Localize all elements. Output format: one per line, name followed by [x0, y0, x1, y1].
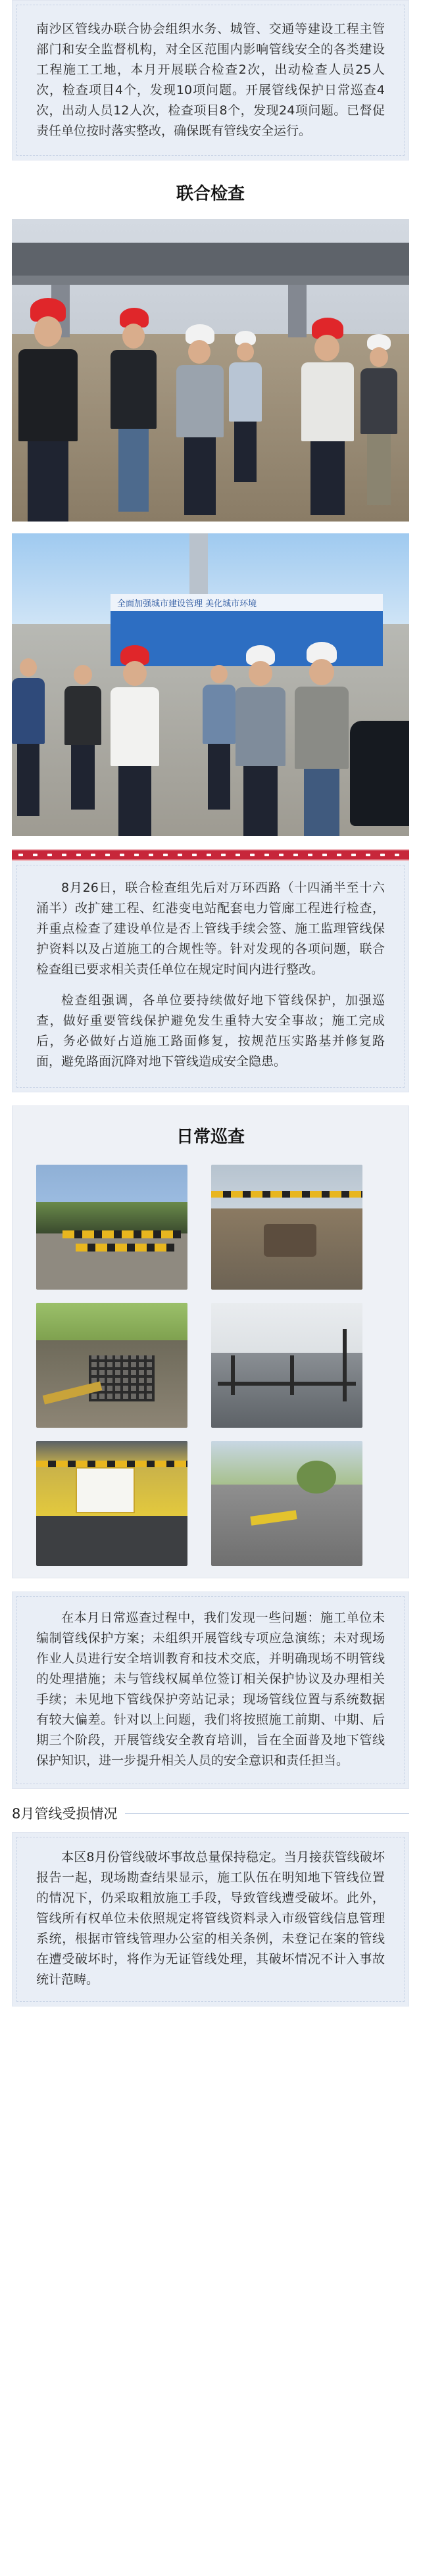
joint-inspection-photo-2 [12, 533, 409, 836]
ruler-dash [91, 854, 95, 856]
daily-patrol-paragraph: 在本月日常巡查过程中，我们发现一些问题：施工单位未编制管线保护方案；未组织开展管线专项应急演练；未对现场作业人员进行安全培训教育和技术交底，并明确现场不明管线的处理措施；未与管线权属单位签订相关保护协议及办理相关手续；未见地下管线保护旁站记录；现场管线位置与系统数据有较大偏差。针对以上问题，我们将按照施工前期、中期、后期三个阶段，开展管线安全教育培训，旨在全面普及地下管线保护知识，进一步提升相关人员的安全意识和责任担当。 [36, 1611, 385, 1768]
patrol-photo-1 [36, 1165, 187, 1290]
patrol-photo-4 [211, 1303, 362, 1428]
ruler-dash [76, 854, 81, 856]
ruler-dash [62, 854, 66, 856]
ruler-dash [207, 854, 211, 856]
ruler-dash [178, 854, 182, 856]
ruler-dash [264, 854, 269, 856]
section-divider [12, 849, 409, 861]
patrol-photo-3 [36, 1303, 187, 1428]
patrol-photo-6 [211, 1441, 362, 1566]
ruler-dash [221, 854, 226, 856]
daily-patrol-text-card [12, 1592, 409, 1789]
daily-patrol-photo-grid [12, 1165, 409, 1566]
joint-inspection-photo-1 [12, 219, 409, 522]
joint-inspection-paragraph-1: 8月26日，联合检查组先后对万环西路（十四涌半至十六涌半）改扩建工程、红港变电站配套电力管廊工程进行检查，并重点检查了建设单位是否上管线手续会签、施工监理管线保护资料以及占道施工的合规性等。针对发现的各项问题，联合检查组已要求相关责任单位在规定时间内进行整改。 [36, 881, 385, 977]
ruler-dash [163, 854, 168, 856]
damage-paragraph: 本区8月份管线破坏事故总量保持稳定。当月接获管线破坏报告一起，现场勘查结果显示，施工队伍在明知地下管线位置的情况下，仍采取粗放施工手段，导致管线遭受破坏。此外，管线所有权单位未依照规定将管线资料录入市级管线信息管理系统，根据市管线管理办公室的相关条例，未登记在案的管线在遭受破坏时，将作为无证管线处理，其破坏情况不计入事故统计范畴。 [36, 1850, 385, 1987]
ruler-dash [18, 854, 23, 856]
ruler-dash [192, 854, 197, 856]
ruler-dash [47, 854, 52, 856]
damage-section-title: 8月管线受损情况 [12, 1806, 118, 1822]
patrol-photo-2 [211, 1165, 362, 1290]
ruler-dash [337, 854, 341, 856]
ruler-dash [235, 854, 240, 856]
daily-patrol-card [12, 1106, 409, 1578]
ruler-dash [250, 854, 255, 856]
daily-patrol-title: 日常巡查 [176, 1127, 245, 1147]
ruler-dash [351, 854, 356, 856]
damage-section-header [12, 1803, 409, 1827]
damage-text-card [12, 1832, 409, 2006]
ruler-dash [120, 854, 124, 856]
intro-card [12, 0, 409, 160]
joint-inspection-text-card [12, 861, 409, 1092]
ruler-dash [322, 854, 327, 856]
ruler-dash [149, 854, 153, 856]
patrol-photo-5 [36, 1441, 187, 1566]
intro-paragraph: 南沙区管线办联合协会组织水务、城管、交通等建设工程主管部门和安全监督机构，对全区范围内影响管线安全的各类建设工程施工工地，本月开展联合检查2次，出动检查人员25人次，检查项目4个，发现10项问题。开展管线保护日常巡查4次，出动人员12人次，检查项目8个，发现24项问题。已督促责任单位按时落实整改，确保既有管线安全运行。 [36, 22, 385, 138]
joint-inspection-title: 联合检查 [176, 184, 245, 204]
ruler-dash [380, 854, 385, 856]
ruler-dash [279, 854, 284, 856]
ruler-dash [366, 854, 370, 856]
ruler-dash [33, 854, 37, 856]
ruler-dash [134, 854, 139, 856]
photo-banner-text: 全面加强城市建设管理 美化城市环境 [117, 599, 257, 609]
ruler-dash [308, 854, 312, 856]
ruler-dash [105, 854, 110, 856]
ruler-dash [395, 854, 399, 856]
ruler-dash [293, 854, 298, 856]
joint-inspection-paragraph-2: 检查组强调，各单位要持续做好地下管线保护，加强巡查，做好重要管线保护避免发生重特大安全事故；施工完成后，务必做好占道施工路面修复，按规范压实路基并修复路面，避免路面沉降对地下管线造成安全隐患。 [36, 993, 385, 1069]
